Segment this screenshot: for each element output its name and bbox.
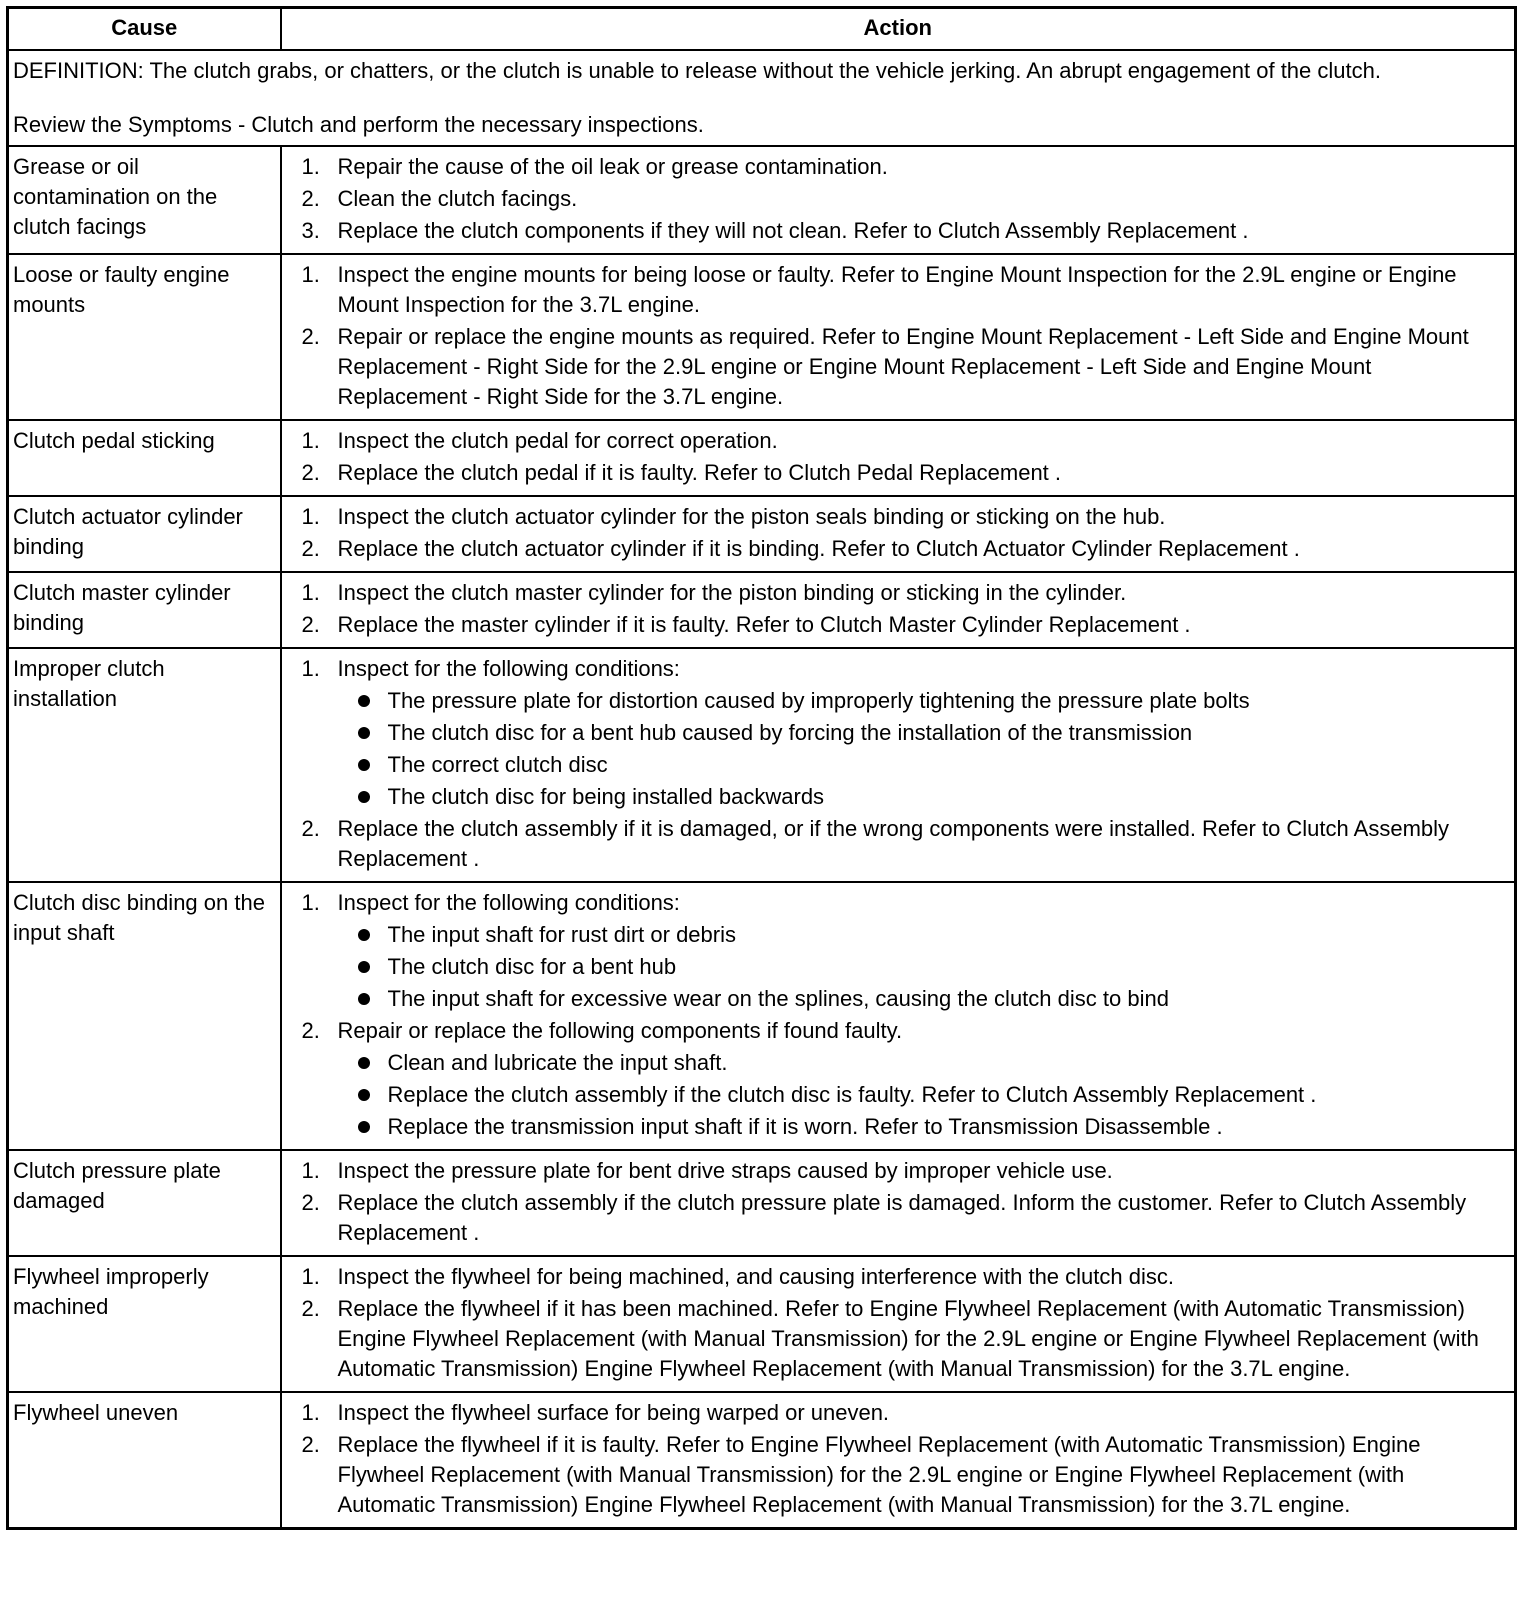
action-step [302, 578, 1507, 608]
step-text: Inspect for the following conditions: [337, 656, 680, 681]
bullet-item: The pressure plate for distortion caused by improperly tightening the pressure plate bolts [338, 686, 1507, 716]
step-text: Inspect for the following conditions: [337, 890, 680, 915]
action-step [302, 888, 1507, 1014]
step-text: Replace the clutch assembly if the clutch pressure plate is damaged. Inform the customer. Refer to Clutch Assembly Replacement . [337, 1190, 1467, 1245]
bullet-item: The correct clutch disc [338, 750, 1507, 780]
step-number: 2. [301, 816, 320, 841]
step-text: Clean the clutch facings. [337, 186, 578, 211]
step-text: Replace the clutch pedal if it is faulty. Refer to Clutch Pedal Replacement . [337, 460, 1062, 485]
step-number: 2. [301, 1432, 320, 1457]
review-text: Review the Symptoms - Clutch and perform the necessary inspections. [13, 112, 704, 137]
action-steps [302, 260, 1507, 412]
action-cell [281, 572, 1516, 648]
action-step [302, 1294, 1507, 1384]
step-text: Inspect the engine mounts for being loose or faulty. Refer to Engine Mount Inspection for the 2.9L engine or Engine Mount Inspection for the 3.7L engine. [337, 262, 1457, 317]
action-steps [302, 502, 1507, 564]
action-cell [281, 254, 1516, 420]
action-step [302, 1156, 1507, 1186]
step-text: Replace the clutch assembly if it is damaged, or if the wrong components were installed. Refer to Clutch Assembly Replacement . [337, 816, 1450, 871]
step-number: 2. [301, 186, 320, 211]
step-text: Replace the clutch actuator cylinder if it is binding. Refer to Clutch Actuator Cylinder Replacement . [337, 536, 1300, 561]
bullet-item: Replace the transmission input shaft if it is worn. Refer to Transmission Disassemble . [338, 1112, 1507, 1142]
bullet-item: Clean and lubricate the input shaft. [338, 1048, 1507, 1078]
table-row [8, 648, 1516, 882]
action-cell [281, 648, 1516, 882]
action-step [302, 814, 1507, 874]
cause-cell: Clutch master cylinder binding [8, 572, 281, 648]
definition-row [8, 50, 1516, 146]
action-cell [281, 146, 1516, 254]
action-step [302, 1430, 1507, 1520]
cause-cell: Clutch disc binding on the input shaft [8, 882, 281, 1150]
action-steps [302, 888, 1507, 1142]
action-step [302, 534, 1507, 564]
step-text: Replace the flywheel if it has been machined. Refer to Engine Flywheel Replacement (with Automatic Transmission) Engine Flywheel Replacement (with Manual Transmission) for the 2.9L engine or Engine Flywheel Replacement (with Automatic Transmission) Engine Flywheel Replacement (with Manual Transmission) for the 3.7L engine. [337, 1296, 1479, 1381]
action-step [302, 322, 1507, 412]
bullet-item: The clutch disc for a bent hub [338, 952, 1507, 982]
cause-cell: Grease or oil contamination on the clutch facings [8, 146, 281, 254]
table-row [8, 420, 1516, 496]
step-text: Inspect the flywheel for being machined, and causing interference with the clutch disc. [337, 1264, 1174, 1289]
action-step [302, 1016, 1507, 1142]
step-number: 1. [301, 1264, 320, 1289]
action-step [302, 458, 1507, 488]
step-text: Replace the flywheel if it is faulty. Refer to Engine Flywheel Replacement (with Automatic Transmission) Engine Flywheel Replacement (with Manual Transmission) for the 2.9L engine or Engine Flywheel Replacement (with Automatic Transmission) Engine Flywheel Replacement (with Manual Transmission) for the 3.7L engine. [337, 1432, 1421, 1517]
action-step [302, 184, 1507, 214]
table-row [8, 882, 1516, 1150]
bullet-item: The clutch disc for being installed backwards [338, 782, 1507, 812]
action-cell [281, 882, 1516, 1150]
cause-cell: Flywheel improperly machined [8, 1256, 281, 1392]
cause-cell: Clutch actuator cylinder binding [8, 496, 281, 572]
table-row [8, 146, 1516, 254]
header-row [8, 8, 1516, 51]
action-step [302, 152, 1507, 182]
step-number: 1. [301, 890, 320, 915]
table-body [8, 50, 1516, 1529]
step-number: 1. [301, 1158, 320, 1183]
action-step [302, 1188, 1507, 1248]
definition-text: DEFINITION: The clutch grabs, or chatters, or the clutch is unable to release without the vehicle jerking. An abrupt engagement of the clutch. [13, 58, 1381, 83]
step-number: 1. [301, 262, 320, 287]
step-bullets [338, 1048, 1507, 1142]
action-steps [302, 1156, 1507, 1248]
step-text: Inspect the clutch pedal for correct operation. [337, 428, 778, 453]
action-steps [302, 654, 1507, 874]
step-text: Repair or replace the following components if found faulty. [337, 1018, 903, 1043]
action-cell [281, 1392, 1516, 1529]
definition-cell [8, 50, 1516, 146]
step-bullets [338, 920, 1507, 1014]
step-number: 2. [301, 1018, 320, 1043]
table-row [8, 1150, 1516, 1256]
cause-cell: Flywheel uneven [8, 1392, 281, 1529]
step-number: 3. [301, 218, 320, 243]
action-step [302, 1262, 1507, 1292]
action-step [302, 1398, 1507, 1428]
step-number: 2. [301, 1190, 320, 1215]
step-bullets [338, 686, 1507, 812]
table-row [8, 254, 1516, 420]
action-step [302, 216, 1507, 246]
cause-column-header: Cause [8, 8, 281, 51]
step-text: Repair or replace the engine mounts as required. Refer to Engine Mount Replacement - Left Side and Engine Mount Replacement - Right Side for the 2.9L engine or Engine Mount Replacement - Left Side and Engine Mount Replacement - Right Side for the 3.7L engine. [337, 324, 1469, 409]
action-steps [302, 152, 1507, 246]
action-cell [281, 420, 1516, 496]
action-step [302, 610, 1507, 640]
step-text: Replace the clutch components if they will not clean. Refer to Clutch Assembly Replacement . [337, 218, 1249, 243]
step-number: 1. [301, 1400, 320, 1425]
step-text: Inspect the clutch actuator cylinder for the piston seals binding or sticking on the hub. [337, 504, 1166, 529]
action-step [302, 426, 1507, 456]
action-steps [302, 578, 1507, 640]
diagnostic-table [6, 6, 1517, 1530]
step-number: 1. [301, 656, 320, 681]
step-number: 2. [301, 324, 320, 349]
action-cell [281, 1150, 1516, 1256]
action-step [302, 502, 1507, 532]
table-row [8, 572, 1516, 648]
bullet-item: Replace the clutch assembly if the clutch disc is faulty. Refer to Clutch Assembly Replacement . [338, 1080, 1507, 1110]
action-steps [302, 1262, 1507, 1384]
action-steps [302, 426, 1507, 488]
step-text: Replace the master cylinder if it is faulty. Refer to Clutch Master Cylinder Replacement . [337, 612, 1191, 637]
step-number: 2. [301, 536, 320, 561]
cause-cell: Clutch pressure plate damaged [8, 1150, 281, 1256]
cause-cell: Loose or faulty engine mounts [8, 254, 281, 420]
cause-cell: Clutch pedal sticking [8, 420, 281, 496]
step-number: 1. [301, 154, 320, 179]
bullet-item: The input shaft for rust dirt or debris [338, 920, 1507, 950]
step-text: Inspect the pressure plate for bent drive straps caused by improper vehicle use. [337, 1158, 1113, 1183]
table-row [8, 1392, 1516, 1529]
bullet-item: The clutch disc for a bent hub caused by forcing the installation of the transmission [338, 718, 1507, 748]
step-text: Repair the cause of the oil leak or grease contamination. [337, 154, 888, 179]
diagnostic-page [6, 6, 1514, 1530]
action-column-header: Action [281, 8, 1516, 51]
table-row [8, 1256, 1516, 1392]
step-number: 2. [301, 460, 320, 485]
step-number: 1. [301, 504, 320, 529]
step-number: 1. [301, 428, 320, 453]
bullet-item: The input shaft for excessive wear on the splines, causing the clutch disc to bind [338, 984, 1507, 1014]
action-step [302, 260, 1507, 320]
table-row [8, 496, 1516, 572]
action-cell [281, 1256, 1516, 1392]
step-number: 1. [301, 580, 320, 605]
cause-cell: Improper clutch installation [8, 648, 281, 882]
action-cell [281, 496, 1516, 572]
step-text: Inspect the clutch master cylinder for the piston binding or sticking in the cylinder. [337, 580, 1127, 605]
step-number: 2. [301, 1296, 320, 1321]
action-steps [302, 1398, 1507, 1520]
step-text: Inspect the flywheel surface for being warped or uneven. [337, 1400, 890, 1425]
step-number: 2. [301, 612, 320, 637]
action-step [302, 654, 1507, 812]
